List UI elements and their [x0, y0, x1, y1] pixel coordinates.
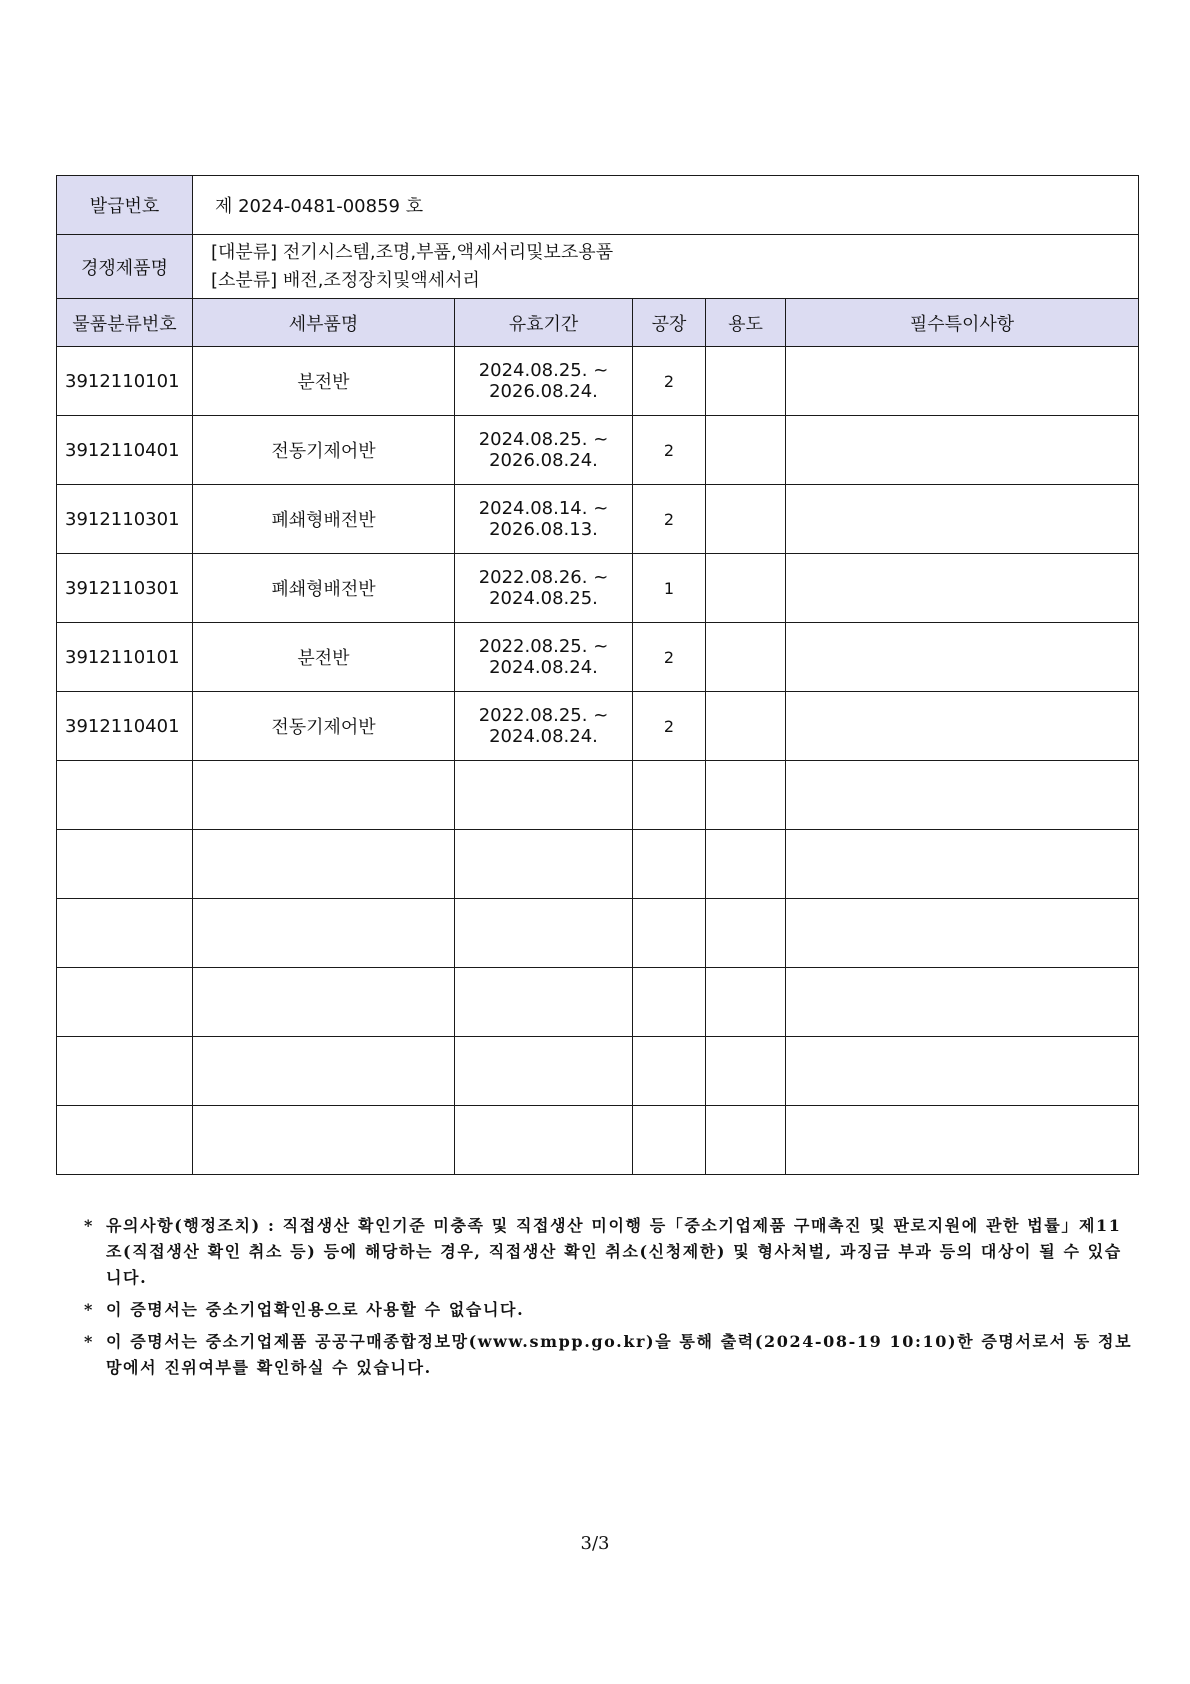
- table-row: [57, 416, 1139, 485]
- note-bullet: *: [84, 1332, 94, 1351]
- valid-start: 2024.08.25. ~: [478, 360, 609, 381]
- valid-end: 2026.08.24.: [489, 450, 598, 471]
- note-text: 이 증명서는 중소기업제품 공공구매종합정보망(www.smpp.go.kr)을 통해 출력(2024-08-19 10:10)한 증명서로서 동 정보망에서 진위여부를 확인하실 수 있습니다.: [106, 1332, 1133, 1377]
- special-notes-cell: [786, 623, 1139, 692]
- notes-section: [84, 1213, 1134, 1387]
- factory-count: 2: [633, 623, 706, 692]
- empty-table-row: [57, 968, 1139, 1037]
- page-number: 3/3: [580, 1533, 610, 1554]
- table-header-row: [57, 299, 1139, 347]
- valid-start: 2022.08.25. ~: [478, 705, 609, 726]
- valid-end: 2026.08.13.: [489, 519, 598, 540]
- valid-period: [455, 623, 633, 692]
- special-notes-cell: [786, 485, 1139, 554]
- header-factory: 공장: [633, 299, 706, 347]
- note-item: [84, 1329, 1134, 1381]
- header-item-code: 물품분류번호: [57, 299, 193, 347]
- product-category-row: [57, 235, 1139, 299]
- valid-period: [455, 485, 633, 554]
- usage-cell: [706, 554, 786, 623]
- special-notes-cell: [786, 554, 1139, 623]
- header-usage: 용도: [706, 299, 786, 347]
- issue-number-value: 제 2024-0481-00859 호: [193, 176, 1139, 235]
- item-name: 폐쇄형배전반: [193, 554, 455, 623]
- certificate-table: [56, 175, 1139, 1175]
- certificate-sheet: [56, 175, 1138, 1175]
- item-name: 전동기제어반: [193, 416, 455, 485]
- table-row: [57, 623, 1139, 692]
- usage-cell: [706, 692, 786, 761]
- item-name: 분전반: [193, 623, 455, 692]
- product-category-label: 경쟁제품명: [57, 235, 193, 299]
- empty-table-row: [57, 899, 1139, 968]
- factory-count: 1: [633, 554, 706, 623]
- valid-end: 2024.08.24.: [489, 726, 598, 747]
- valid-period: [455, 416, 633, 485]
- note-text: 유의사항(행정조치) : 직접생산 확인기준 미충족 및 직접생산 미이행 등「중소기업제품 구매촉진 및 판로지원에 관한 법률」제11조(직접생산 확인 취소 등) 등에 해당하는 경우, 직접생산 확인 취소(신청제한) 및 형사처벌, 과징금 부과 등의 대상이 될 수 있습니다.: [106, 1216, 1122, 1287]
- special-notes-cell: [786, 416, 1139, 485]
- special-notes-cell: [786, 347, 1139, 416]
- header-valid-period: 유효기간: [455, 299, 633, 347]
- item-code: 3912110101: [57, 347, 193, 416]
- issue-number-label: 발급번호: [57, 176, 193, 235]
- valid-start: 2022.08.26. ~: [478, 567, 609, 588]
- product-category-value: [193, 235, 1139, 299]
- item-code: 3912110401: [57, 692, 193, 761]
- item-name: 폐쇄형배전반: [193, 485, 455, 554]
- valid-period: [455, 347, 633, 416]
- note-bullet: *: [84, 1300, 94, 1319]
- header-special-notes: 필수특이사항: [786, 299, 1139, 347]
- usage-cell: [706, 623, 786, 692]
- table-row: [57, 692, 1139, 761]
- usage-cell: [706, 416, 786, 485]
- item-code: 3912110101: [57, 623, 193, 692]
- factory-count: 2: [633, 692, 706, 761]
- note-text: 이 증명서는 중소기업확인용으로 사용할 수 없습니다.: [106, 1300, 525, 1319]
- item-code: 3912110301: [57, 485, 193, 554]
- valid-end: 2024.08.24.: [489, 657, 598, 678]
- table-row: [57, 485, 1139, 554]
- usage-cell: [706, 347, 786, 416]
- issue-number-row: [57, 176, 1139, 235]
- table-row: [57, 347, 1139, 416]
- header-item-name: 세부품명: [193, 299, 455, 347]
- item-code: 3912110401: [57, 416, 193, 485]
- valid-end: 2024.08.25.: [489, 588, 598, 609]
- valid-start: 2024.08.14. ~: [478, 498, 609, 519]
- empty-table-row: [57, 1106, 1139, 1175]
- minor-category: [소분류] 배전,조정장치및액세서리: [211, 269, 480, 291]
- valid-end: 2026.08.24.: [489, 381, 598, 402]
- special-notes-cell: [786, 692, 1139, 761]
- note-item: [84, 1297, 1134, 1323]
- item-name: 분전반: [193, 347, 455, 416]
- empty-table-row: [57, 761, 1139, 830]
- item-name: 전동기제어반: [193, 692, 455, 761]
- factory-count: 2: [633, 416, 706, 485]
- item-code: 3912110301: [57, 554, 193, 623]
- table-row: [57, 554, 1139, 623]
- valid-period: [455, 692, 633, 761]
- major-category: [대분류] 전기시스템,조명,부품,액세서리및보조용품: [211, 241, 614, 263]
- factory-count: 2: [633, 485, 706, 554]
- note-bullet: *: [84, 1216, 94, 1235]
- usage-cell: [706, 485, 786, 554]
- factory-count: 2: [633, 347, 706, 416]
- valid-start: 2024.08.25. ~: [478, 429, 609, 450]
- note-item: [84, 1213, 1134, 1291]
- valid-period: [455, 554, 633, 623]
- empty-table-row: [57, 830, 1139, 899]
- empty-table-row: [57, 1037, 1139, 1106]
- valid-start: 2022.08.25. ~: [478, 636, 609, 657]
